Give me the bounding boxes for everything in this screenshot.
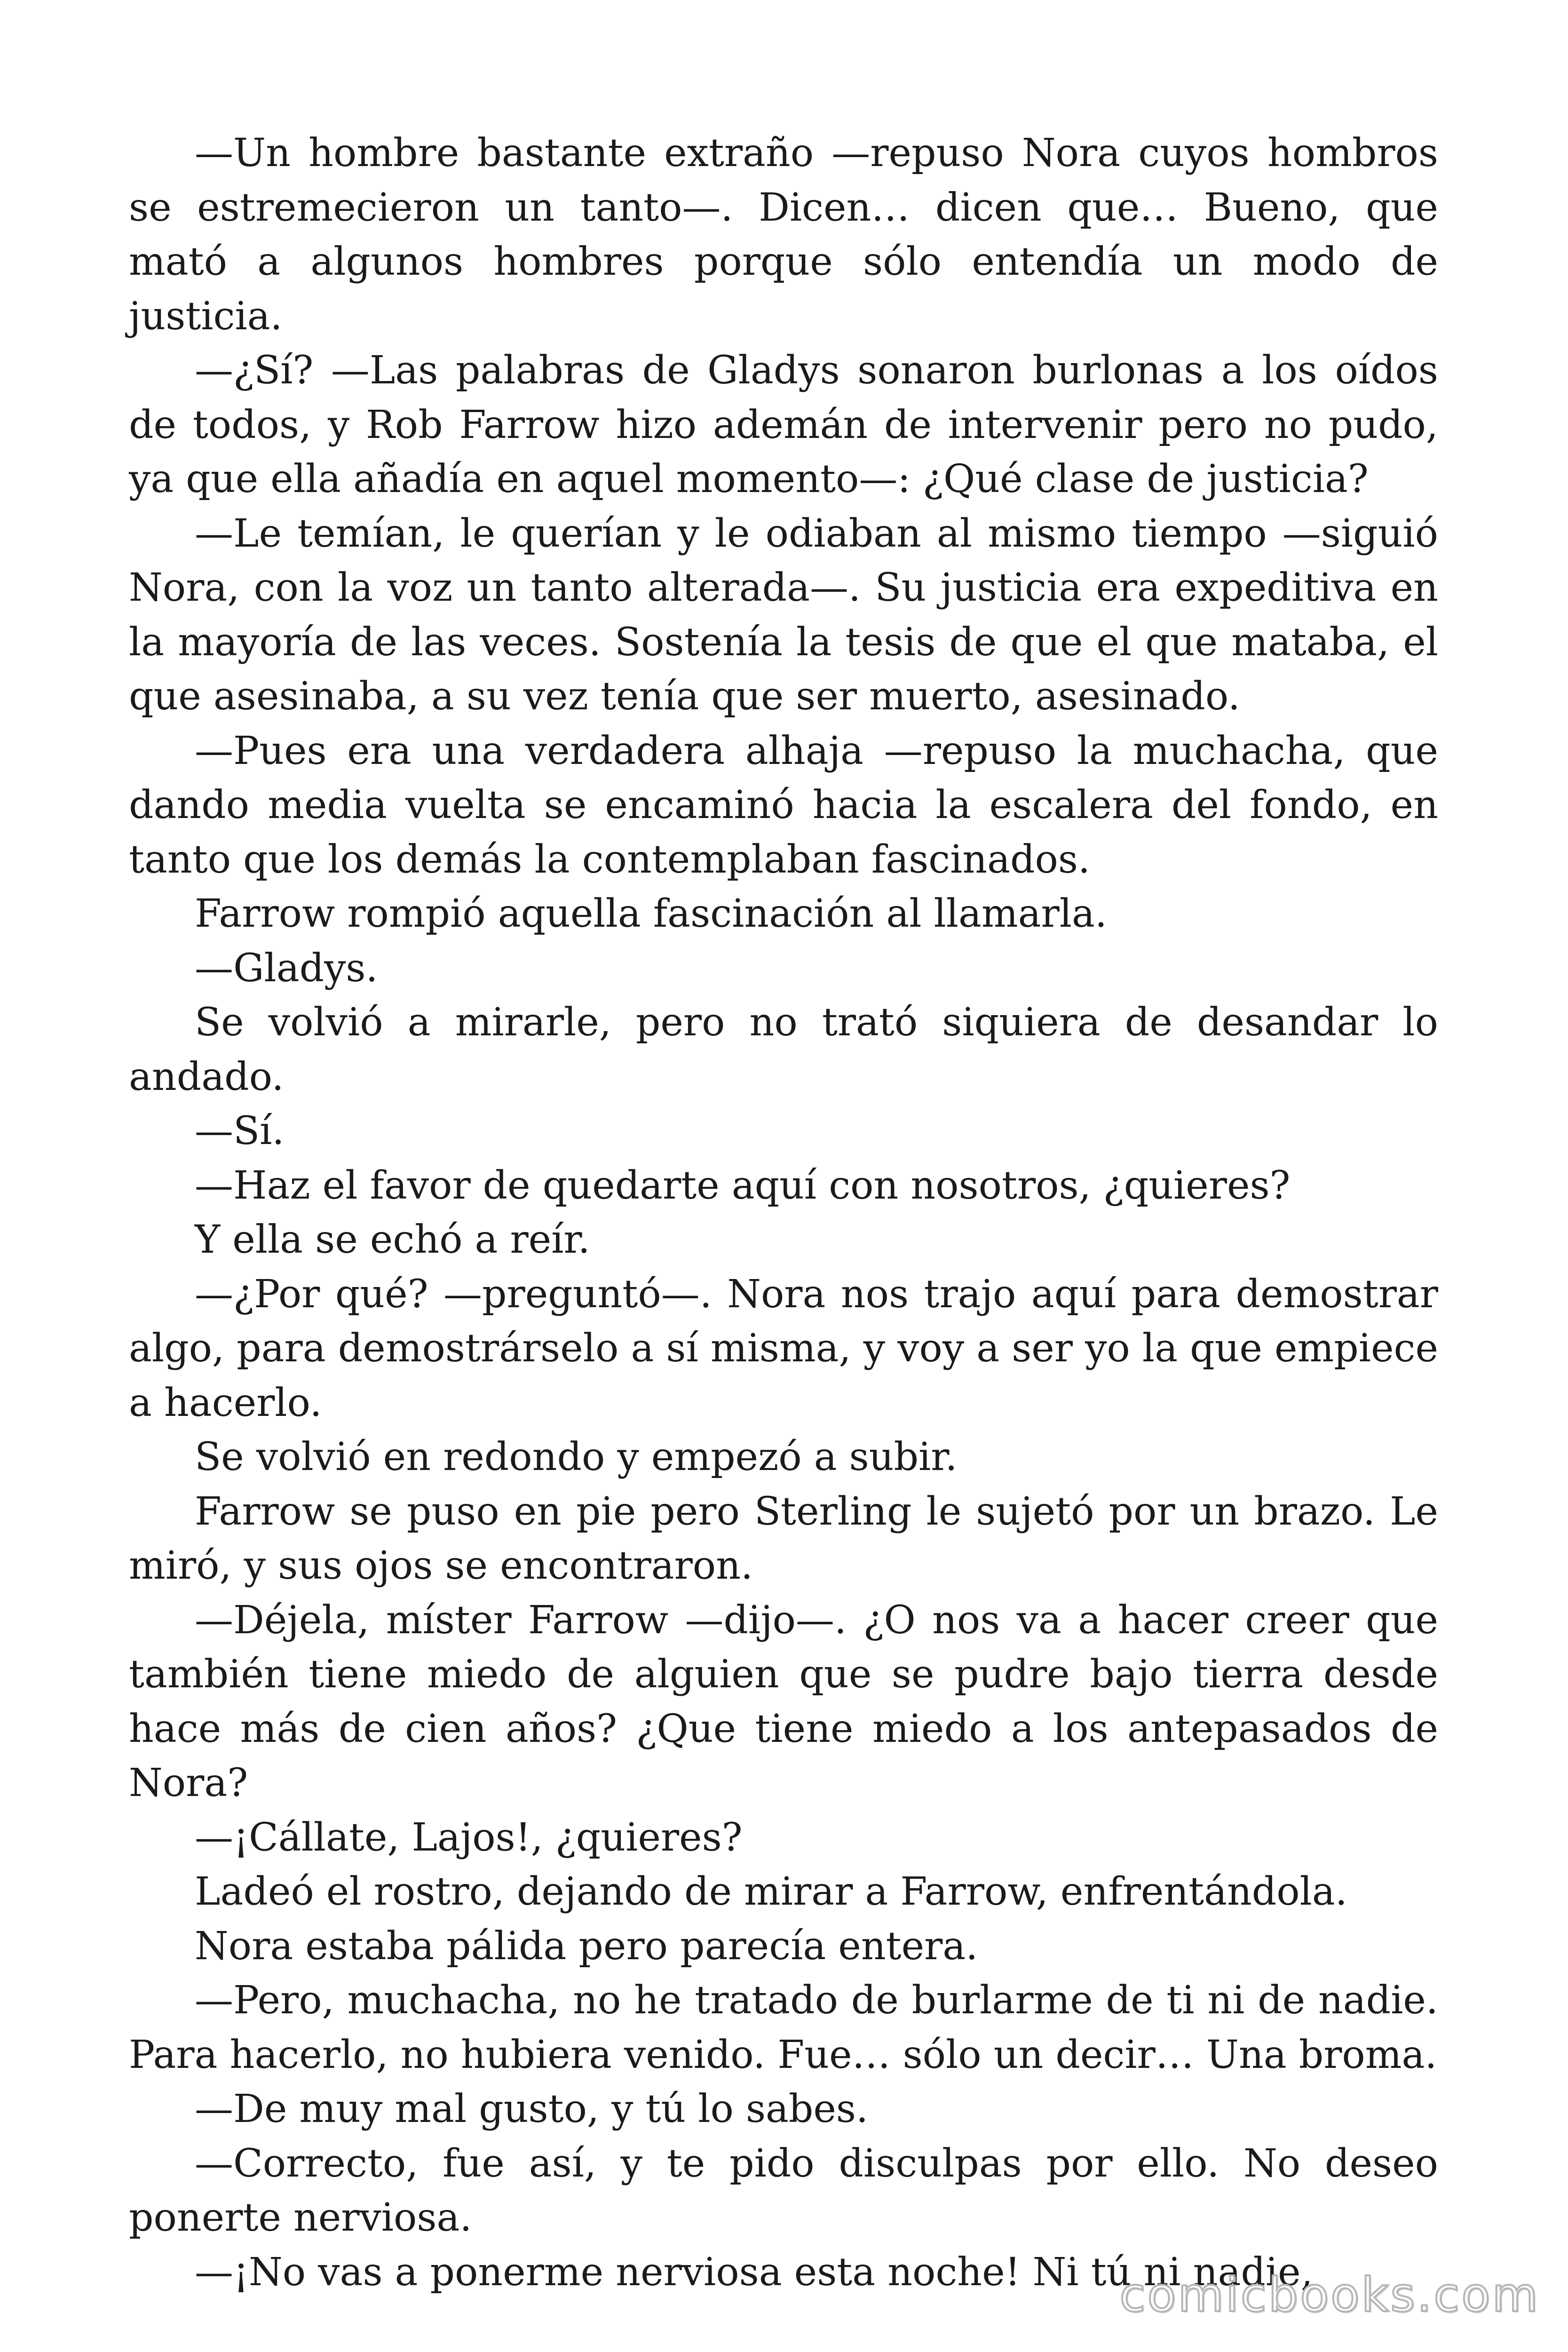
paragraph: —Déjela, míster Farrow —dijo—. ¿O nos va a hacer creer que también tiene miedo de alguien que se pudre bajo tierra desde hace más de cien años? ¿Que tiene miedo a los antepasados de Nora? xyxy=(129,1597,1438,1805)
paragraph: —Pues era una verdadera alhaja —repuso la muchacha, que dando media vuelta se encaminó hacia la escalera del fondo, en tanto que los demás la contemplaban fascinados. xyxy=(129,728,1438,882)
paragraph: Farrow se puso en pie pero Sterling le sujetó por un brazo. Le miró, y sus ojos se encontraron. xyxy=(129,1489,1438,1588)
paragraph: Se volvió en redondo y empezó a subir. xyxy=(195,1435,958,1479)
paragraph: Ladeó el rostro, dejando de mirar a Farrow, enfrentándola. xyxy=(195,1869,1347,1914)
paragraph: —Pero, muchacha, no he tratado de burlarme de ti ni de nadie. Para hacerlo, no hubiera venido. Fue… sólo un decir… Una broma. xyxy=(129,1978,1438,2077)
paragraph: Farrow rompió aquella fascinación al llamarla. xyxy=(195,891,1107,936)
paragraph: —¿Sí? —Las palabras de Gladys sonaron burlonas a los oídos de todos, y Rob Farrow hizo ademán de intervenir pero no pudo, ya que ella añadía en aquel momento—: ¿Qué clase de justicia? xyxy=(129,348,1438,501)
body-text xyxy=(129,126,1438,2299)
paragraph: —Correcto, fue así, y te pido disculpas por ello. No deseo ponerte nerviosa. xyxy=(129,2141,1438,2240)
paragraph: —Un hombre bastante extraño —repuso Nora cuyos hombros se estremecieron un tanto—. Dicen… dicen que… Bueno, que mató a algunos hombres porque sólo entendía un modo de justicia. xyxy=(129,131,1438,339)
paragraph: Nora estaba pálida pero parecía entera. xyxy=(195,1923,978,1969)
paragraph: —Gladys. xyxy=(195,946,378,991)
paragraph: —¡Cállate, Lajos!, ¿quieres? xyxy=(195,1815,743,1860)
paragraph: —De muy mal gusto, y tú lo sabes. xyxy=(195,2087,869,2131)
paragraph: Se volvió a mirarle, pero no trató siquiera de desandar lo andado. xyxy=(129,1000,1438,1099)
paragraph: —Le temían, le querían y le odiaban al mismo tiempo —siguió Nora, con la voz un tanto alterada—. Su justicia era expeditiva en la mayoría de las veces. Sostenía la tesis de que el que mataba, el que asesinaba, a su vez tenía que ser muerto, asesinado. xyxy=(129,511,1438,719)
paragraph: —¡No vas a ponerme nerviosa esta noche! Ni tú ni nadie, xyxy=(195,2249,1313,2295)
watermark: comicbooks.com xyxy=(1119,2267,1540,2322)
paragraph: —Sí. xyxy=(195,1109,285,1153)
paragraph: —Haz el favor de quedarte aquí con nosotros, ¿quieres? xyxy=(195,1163,1291,1208)
paragraph: Y ella se echó a reír. xyxy=(195,1217,590,1262)
paragraph: —¿Por qué? —preguntó—. Nora nos trajo aquí para demostrar algo, para demostrárselo a sí misma, y voy a ser yo la que empiece a hacerlo. xyxy=(129,1271,1438,1425)
